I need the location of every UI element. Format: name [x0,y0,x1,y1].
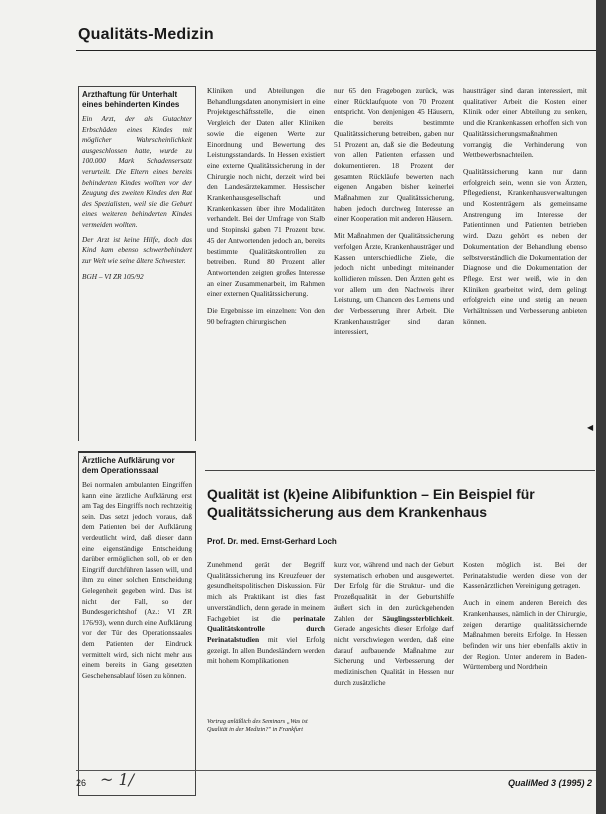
page-number: 26 [76,778,87,788]
paragraph: Mit Maßnahmen der Qualitätssicherung verfolgen Ärzte, Krankenhausträger und Kassen unterschiedliche Ziele, die jedoch nicht unbedingt miteinander kollidieren müssen. Den Ärzten geht es vor allem um den Nachweis ihrer Leistung, um Chancen des Lernens und der Verbesserung ihrer Arbeit. Die Krankenhausträger sind daran interessiert, [334,231,454,337]
scan-edge-shadow [596,0,606,814]
paragraph: nur 65 den Fragebogen zurück, was einer Rücklaufquote von 70 Prozent entspricht. Von denjenigen 45 Häusern, die bereits bestimmte Qualitätssicherung betreiben, gaben nur 51 Prozent an, daß sie die Bedeutung von allen Patienten erfassen und dokumentieren. 18 Prozent der gesamten Rückläufe bewerten nach eigenen Angaben bisher keinerlei Maßnahmen zur Qualitätssicherung, haben jedoch durchweg Interesse an einer Kooperation mit anderen Häusern. [334,86,454,224]
article-column-3 [463,560,587,765]
article-author: Prof. Dr. med. Ernst-Gerhard Loch [207,537,337,546]
journal-reference: QualiMed 3 (1995) 2 [507,778,592,788]
paragraph: kurz vor, während und nach der Geburt systematisch erhoben und ausgewertet. Der Erfolg für die Struktur- und die Prozeßqualität in der Geburtshilfe äußert sich in den zurückgehenden Zahlen der Säuglingssterblichkeit. Gerade angesichts dieser Erfolge darf nicht verschwiegen werden, daß eine darauf aufbauende Maßnahme zur Sicherung und Verbesserung der medizinischen Qualität in Hessen nur durch zusätzliche [334,560,454,687]
sidebar-box-liability [78,86,196,441]
box-body: Ein Arzt, der als Gutachter Erbschäden eines Kindes mit möglicher Wahrscheinlichkeit ausgeschlossen hatte, wurde zu 100.000 Mark Schadensersatz verurteilt. Die Eltern eines bereits behinderten Kindes wollten vor der Zeugung des zweiten Kindes den Rat des Spezialisten, weil sie die Geburt eines weiteren behinderten Kindes vermeiden wollten. [82,114,192,229]
paragraph: Die Ergebnisse im einzelnen: Von den 90 befragten chirurgischen [207,306,325,326]
paragraph: Auch in einem anderen Bereich des Krankenhauses, nämlich in der Chirurgie, zeigen derartige qualitätssichernde Maßnahmen bereits Erfolge. In Hessen befinden wir uns hier ebenfalls aktiv in der Region. Unter anderem in Baden-Württemberg und Nordrhein [463,598,587,672]
paragraph: Kliniken und Abteilungen die Behandlungsdaten anonymisiert in eine Projektgeschäftsstelle, die einen Vergleich der Daten aller Kliniken sowie die eigenen Werte zur Einordnung und Bewertung des Leistungsstandards. In Hessen existiert eine externe Qualitätssicherung in der Chirurgie noch nicht, derzeit wird bei den Landesärztekammer. Hessischer Krankenhausgesellschaft und Krankenkassen über ihre Modalitäten verhandelt. Bei der Umfrage von Stalb und Stopinski gaben 71 Prozent bzw. 45 der Antwortenden jedoch an, bereits bestimmte Qualitätskontrollen zu betreiben. Rund 80 Prozent aller Antwortenden zeigten großes Interesse an einer Zusammenarbeit, im Rahmen einer externen Qualitätssicherung. [207,86,325,299]
article-divider [205,470,595,471]
paragraph: haustträger sind daran interessiert, mit qualitativer Arbeit die Kosten einer Klinik oder einer Abteilung zu senken, und die Krankenkassen erhoffen sich von Qualitätssicherungsmaßnahmen vorrangig die Verhinderung von Wettbewerbsnachteilen. [463,86,587,160]
box-title: Ärztliche Aufklärung vor dem Operationssaal [82,456,175,475]
footnote: Vortrag anläßlich des Seminars „Was ist Qualität in der Medizin?" in Frankfurt [207,718,308,733]
box-title: Arzthaftung für Unterhalt eines behinderten Kindes [82,90,180,109]
upper-column-1 [207,86,325,466]
box-body: Bei normalen ambulanten Eingriffen kann eine ärztliche Aufklärung erst am Tag des Eingriffs noch rechtzeitig sein. Das setzt jedoch voraus, daß dem Patienten bei der Aufklärung verdeutlicht wird, daß dieser dann eine eigenständige Entscheidung darüber ermöglichen soll, ob er den Eingriff durchführen lassen will, und ihm zu einer solchen Entscheidung Gelegenheit gegeben wird. Das ist nicht der Fall, so der Bundesgerichtshof (Az.: VI ZR 176/93), wenn durch eine Aufklärung vor der Tür des Operationssaales dem Patienten der Eindruck vermittelt wird, sich nicht mehr aus einem bereits in Gang gesetzten Geschehensablauf lösen zu können. [82,480,192,680]
article-column-2 [334,560,454,765]
paragraph: Qualitätssicherung kann nur dann erfolgreich sein, wenn sie von Ärzten, Pflegedienst, Krankenhausverwaltungen und Kostenträgern als gemeinsame Anstrengung im Interesse der Patientinnen und Patienten betrieben wird. Dazu gehört es neben der Dokumentation der Behandlung ebenso selbstverständlich die Dokumentation der Diagnose und die Dokumentation der Pflege. Erst wer weiß, wie in den Kliniken gearbeitet wird, dem gelingt erfolgreich eine und stetig an neuen Verhältnissen und Verbesserung anbieten können. [463,166,587,326]
sidebar [78,86,196,796]
section-title: Qualitäts-Medizin [78,26,214,43]
box-citation: BGH – VI ZR 105/92 [82,272,144,282]
paragraph: Kosten möglich ist. Bei der Perinatalstudie werden diese von der Kassenärztlichen Vereinigung getragen. [463,560,587,591]
article-column-1 [207,560,325,715]
header-rule [76,50,596,51]
end-arrow-icon: ◀ [587,423,594,432]
paragraph: Zunehmend gerät der Begriff Qualitätssicherung ins Kreuzfeuer der gesundheitspolitischen Diskussion. Für mich als Praktikant ist dies fast unverständlich, denn gerade in meinem Fachgebiet ist die perinatale Qualitätskontrolle durch Perinatalstudien mit viel Erfolg gezeigt. In allen Bundesländern werden mit hohem Komplikationen [207,560,325,666]
article-title: Qualität ist (k)eine Alibifunktion – Ein Beispiel für Qualitätssicherung aus dem Krankenhaus [207,486,535,520]
upper-column-3 [463,86,587,466]
handwritten-mark: ~ 1/ [100,770,135,789]
box-body-2: Der Arzt ist keine Hilfe, doch das Kind kam ebenso schwerbehindert zur Welt wie seine ältere Schwester. [82,234,192,265]
footer-rule [76,770,596,771]
sidebar-box-consent [78,451,196,796]
upper-column-2 [334,86,454,466]
